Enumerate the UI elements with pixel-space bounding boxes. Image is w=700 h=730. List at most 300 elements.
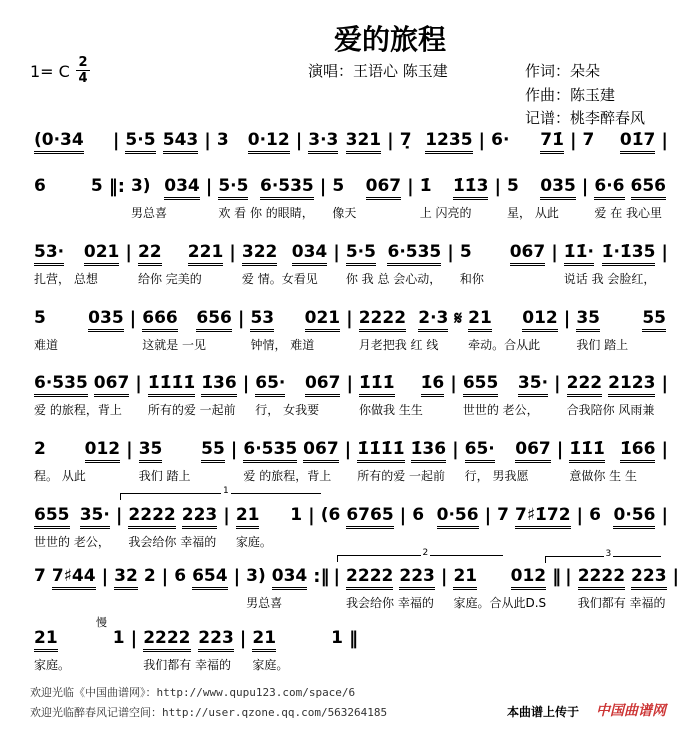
tempo-mark: 慢 bbox=[96, 616, 107, 629]
measure bbox=[242, 566, 311, 610]
measure bbox=[574, 566, 671, 610]
measure bbox=[461, 439, 555, 483]
measure bbox=[138, 308, 236, 352]
barline: | bbox=[237, 308, 245, 329]
measure bbox=[560, 242, 660, 286]
lyric: 欢 看 你 的眼睛， bbox=[218, 206, 314, 220]
measure-notes bbox=[357, 439, 446, 463]
lyricist: 作词：朵朵 bbox=[525, 62, 601, 80]
measure bbox=[456, 242, 549, 286]
note-group: 3) bbox=[246, 566, 266, 586]
barline: | bbox=[101, 566, 109, 587]
note-group: 2 bbox=[143, 566, 156, 586]
barline: | bbox=[569, 130, 577, 151]
note-group: 2222 bbox=[578, 566, 625, 590]
measure-notes bbox=[594, 176, 666, 200]
measure-notes bbox=[569, 439, 655, 463]
note-group: 2222 bbox=[143, 628, 190, 652]
lyric bbox=[583, 158, 656, 174]
note-group: 35· bbox=[518, 373, 548, 397]
barline: | bbox=[135, 373, 142, 394]
note-group: 1̇1̇· bbox=[564, 242, 594, 266]
lyric bbox=[400, 158, 473, 174]
note-group: 21 bbox=[468, 308, 492, 332]
song-title: 爱的旅程 bbox=[333, 23, 446, 56]
measure bbox=[214, 176, 317, 220]
measure-notes bbox=[128, 505, 217, 529]
note-group: 55 bbox=[201, 439, 225, 463]
measure-notes bbox=[139, 439, 225, 463]
measure-notes bbox=[34, 439, 120, 463]
measure-notes bbox=[321, 505, 394, 529]
note-group: 65· bbox=[255, 373, 285, 397]
volta-3-label: 3 bbox=[605, 549, 612, 559]
note-group: 5 bbox=[90, 176, 103, 196]
note-group: 012 bbox=[85, 439, 121, 463]
time-sig-bottom: 4 bbox=[78, 71, 88, 86]
note-group: 321 bbox=[346, 130, 382, 154]
measure-notes bbox=[114, 566, 156, 590]
note-group: 067 bbox=[515, 439, 551, 463]
measure-notes bbox=[497, 505, 570, 529]
volta-1 bbox=[120, 486, 321, 500]
barline: | bbox=[242, 373, 250, 394]
measure bbox=[30, 505, 114, 549]
note-group: 6 bbox=[174, 566, 187, 586]
note-group: 1̇1̇1̇ bbox=[359, 373, 395, 397]
volta-1-label: 1 bbox=[223, 486, 229, 496]
barline: | bbox=[308, 505, 315, 526]
note-group: 7♯44 bbox=[52, 566, 96, 590]
barline: | bbox=[346, 308, 353, 329]
note-group: 1 bbox=[331, 628, 343, 648]
note-group: 021 bbox=[84, 242, 120, 266]
note-group: 6 bbox=[589, 505, 601, 525]
lyric: 像天 bbox=[332, 206, 357, 220]
lyric: 爱 的旅程，背上 bbox=[34, 403, 122, 417]
barline: | bbox=[661, 373, 669, 394]
barline: | bbox=[447, 242, 454, 263]
measure-notes bbox=[34, 373, 129, 397]
lyric bbox=[114, 594, 156, 610]
lyric: 钟情， 难道 bbox=[250, 338, 315, 352]
measure-notes bbox=[308, 130, 381, 154]
note-group: 71̇ bbox=[540, 130, 564, 154]
score-line bbox=[30, 130, 670, 174]
barline: | bbox=[672, 566, 680, 587]
measure-notes bbox=[583, 130, 656, 154]
lyric: 家庭。 bbox=[235, 535, 272, 549]
barline: | bbox=[576, 505, 584, 526]
measure-notes bbox=[138, 242, 223, 266]
barline: | bbox=[333, 242, 340, 263]
note-group: 21 bbox=[236, 505, 260, 529]
note-group: 6·535 bbox=[243, 439, 297, 463]
note-group: 223 bbox=[631, 566, 667, 590]
note-group: 01̇7 bbox=[620, 130, 656, 154]
measure bbox=[328, 176, 405, 220]
measure-notes bbox=[174, 566, 227, 590]
lyric: 我们 踏上 bbox=[138, 469, 191, 483]
note-group: 21 bbox=[453, 566, 477, 590]
measure-notes bbox=[412, 505, 478, 529]
lyric: 所有的爱 一起前 bbox=[147, 403, 236, 417]
measure bbox=[30, 130, 111, 174]
note-group: 655 bbox=[34, 505, 70, 529]
lyric: 家庭。合从此D.S bbox=[453, 596, 547, 610]
note-group: 656 bbox=[196, 308, 232, 332]
measure bbox=[416, 176, 493, 220]
note-group: 067 bbox=[366, 176, 402, 200]
note-group: 035 bbox=[88, 308, 124, 332]
score-line bbox=[30, 176, 670, 220]
note-group: 221 bbox=[188, 242, 224, 266]
measure bbox=[238, 242, 331, 286]
measure bbox=[170, 566, 231, 610]
note-group: 322 bbox=[242, 242, 278, 266]
measure-notes bbox=[589, 505, 655, 529]
singers: 演唱：王语心 陈玉建 bbox=[308, 62, 448, 80]
time-signature bbox=[76, 56, 90, 85]
score-line bbox=[30, 566, 680, 610]
note-group: 2222 bbox=[128, 505, 175, 529]
transcriber: 记谱：桃李醉春风 bbox=[525, 109, 646, 127]
note-group: 012 bbox=[511, 566, 547, 590]
lyric: 所有的爱 一起前 bbox=[357, 469, 446, 483]
measure bbox=[110, 566, 160, 610]
measure-notes bbox=[34, 130, 107, 154]
lyric bbox=[217, 158, 290, 174]
measure-notes bbox=[468, 308, 558, 332]
lyric: 爱 在 我心里 bbox=[594, 206, 663, 220]
barline: | bbox=[387, 130, 394, 151]
measure bbox=[503, 176, 580, 220]
barline: | bbox=[112, 130, 120, 151]
lyric: 合我陪你 风雨兼 bbox=[566, 403, 655, 417]
lyric bbox=[321, 533, 394, 549]
barline: | bbox=[565, 566, 572, 587]
measure bbox=[563, 373, 660, 417]
measure-notes bbox=[34, 308, 124, 332]
note-group: 6 bbox=[412, 505, 425, 525]
measure-notes bbox=[217, 130, 290, 154]
barline: ‖: bbox=[108, 176, 125, 197]
note-group: 2222 bbox=[346, 566, 393, 590]
measure-notes bbox=[34, 566, 96, 590]
measure bbox=[134, 242, 227, 286]
barline: | bbox=[346, 373, 354, 394]
lyric: 星， 从此 bbox=[507, 206, 559, 220]
note-group: 1̇1̇1̇1̇ bbox=[148, 373, 195, 397]
barline: | bbox=[223, 505, 230, 526]
note-group: 0·56 bbox=[613, 505, 655, 529]
lyric: 我们 踏上 bbox=[576, 338, 629, 352]
measure bbox=[304, 130, 385, 174]
note-group: 6·6 bbox=[594, 176, 624, 200]
note-group: 7 bbox=[34, 566, 46, 586]
barline: | bbox=[126, 439, 133, 460]
barline: | bbox=[484, 505, 492, 526]
note-group: 034 bbox=[292, 242, 328, 266]
footer-line-2: 欢迎光临醉春风记谱空间：http://user.qzone.qq.com/563264185 bbox=[30, 706, 388, 719]
measure-notes bbox=[400, 130, 473, 154]
measure-notes bbox=[332, 176, 401, 200]
barline: | bbox=[407, 176, 414, 197]
note-group: 5·5 bbox=[125, 130, 155, 154]
measure bbox=[317, 505, 398, 549]
measure bbox=[487, 130, 568, 174]
measure bbox=[251, 373, 344, 417]
measure bbox=[590, 176, 670, 220]
lyric: 男总喜 bbox=[246, 596, 283, 610]
note-group: 5·5 bbox=[218, 176, 248, 200]
lyric bbox=[497, 533, 570, 549]
note-group: (0·34 bbox=[34, 130, 84, 154]
note-group: 543 bbox=[163, 130, 199, 154]
lyric: 男总喜 bbox=[130, 206, 167, 220]
measure bbox=[30, 373, 133, 417]
note-group: 666 bbox=[142, 308, 178, 332]
note-group: 6· bbox=[491, 130, 510, 150]
note-group: 1̇ bbox=[419, 176, 432, 196]
measure-notes bbox=[125, 130, 198, 154]
note-group: 35 bbox=[576, 308, 600, 332]
measure-notes bbox=[34, 176, 103, 200]
note-group: 223 bbox=[399, 566, 435, 590]
lyric bbox=[308, 158, 381, 174]
measure bbox=[342, 566, 439, 610]
lyric: 难道 bbox=[34, 338, 59, 352]
measure bbox=[493, 505, 574, 549]
note-group: 6·535 bbox=[260, 176, 314, 200]
note-group: 7 bbox=[497, 505, 509, 525]
note-group: 3) bbox=[130, 176, 151, 196]
barline: | bbox=[229, 242, 236, 263]
measure-notes bbox=[131, 176, 200, 200]
lyric: 爱 的旅程，背上 bbox=[243, 469, 332, 483]
measure-notes bbox=[243, 439, 338, 463]
barline: | bbox=[115, 505, 123, 526]
note-group: 1 bbox=[290, 505, 303, 525]
measure-notes bbox=[142, 308, 232, 332]
measure bbox=[464, 308, 562, 352]
barline: :‖ bbox=[313, 566, 330, 587]
measure bbox=[248, 628, 347, 672]
lyric: 我们都有 幸福的 bbox=[577, 596, 666, 610]
barline: | bbox=[661, 130, 668, 151]
measure bbox=[449, 566, 550, 610]
key-signature: 1= C bbox=[30, 62, 70, 81]
note-group: 067 bbox=[510, 242, 546, 266]
barline: | bbox=[581, 176, 589, 197]
note-group: 1̇1̇1̇ bbox=[569, 439, 605, 463]
volta-2 bbox=[337, 548, 503, 562]
measure-notes bbox=[242, 242, 327, 266]
measure bbox=[30, 308, 128, 352]
barline: | bbox=[333, 566, 341, 587]
lyric bbox=[491, 158, 564, 174]
time-sig-top: 2 bbox=[78, 55, 88, 70]
barline: | bbox=[205, 176, 213, 197]
measure-notes bbox=[564, 242, 656, 266]
note-group: 55 bbox=[642, 308, 666, 332]
measure-notes bbox=[250, 308, 340, 332]
note-group: 53· bbox=[34, 242, 64, 266]
barline: | bbox=[494, 176, 502, 197]
note-group: 3 bbox=[216, 130, 229, 150]
measure bbox=[30, 566, 100, 610]
barline: | bbox=[295, 130, 303, 151]
lyric: 和你 bbox=[459, 272, 484, 286]
barline: | bbox=[556, 439, 564, 460]
measure-notes bbox=[34, 242, 119, 266]
barline: | bbox=[125, 242, 132, 263]
note-group: 656 bbox=[631, 176, 667, 200]
score-line bbox=[30, 242, 670, 286]
note-group: 0·12 bbox=[248, 130, 290, 154]
measure bbox=[572, 308, 670, 352]
note-group: 3·3 bbox=[308, 130, 338, 154]
score-line bbox=[30, 373, 670, 417]
measure bbox=[246, 308, 344, 352]
barline: | bbox=[399, 505, 407, 526]
note-group: 654 bbox=[192, 566, 228, 590]
note-group: 021 bbox=[305, 308, 341, 332]
measure bbox=[355, 308, 453, 352]
measure bbox=[127, 176, 204, 220]
measure-notes bbox=[463, 373, 548, 397]
measure-notes bbox=[246, 566, 307, 590]
note-group: 6·535 bbox=[387, 242, 441, 266]
note-group: 21 bbox=[34, 628, 58, 652]
lyric: 这就是 一见 bbox=[142, 338, 207, 352]
measure bbox=[396, 130, 477, 174]
measure-notes bbox=[34, 628, 125, 652]
note-group: 7̣ bbox=[399, 130, 412, 150]
measure bbox=[30, 176, 107, 220]
note-group: (6 bbox=[320, 505, 341, 525]
note-group: 2123 bbox=[608, 373, 655, 397]
barline: | bbox=[478, 130, 486, 151]
barline: | bbox=[130, 628, 138, 649]
barline: | bbox=[161, 566, 169, 587]
site-logo: 中国曲谱网 bbox=[596, 703, 666, 719]
barline: | bbox=[239, 628, 247, 649]
barline: | bbox=[230, 439, 238, 460]
lyric: 我会给你 幸福的 bbox=[346, 596, 434, 610]
measure bbox=[459, 373, 552, 417]
measure bbox=[121, 130, 202, 174]
measure-notes bbox=[576, 308, 666, 332]
note-group: 5 bbox=[332, 176, 345, 196]
lyric bbox=[34, 594, 96, 610]
barline: | bbox=[440, 566, 448, 587]
barline: | bbox=[661, 505, 669, 526]
lyric: 行， 女我要 bbox=[255, 403, 320, 417]
measure-notes bbox=[578, 566, 667, 590]
measure-notes bbox=[359, 373, 444, 397]
measure bbox=[135, 439, 229, 483]
measure bbox=[408, 505, 482, 549]
barline: | bbox=[452, 439, 459, 460]
note-group: 5 bbox=[34, 308, 46, 328]
volta-3 bbox=[545, 549, 661, 563]
note-group: 7♯1̇72 bbox=[515, 505, 571, 529]
barline: | bbox=[554, 373, 561, 394]
note-group: 1̇1̇3 bbox=[453, 176, 489, 200]
note-group: 035 bbox=[540, 176, 576, 200]
composer: 作曲：陈玉建 bbox=[525, 86, 616, 104]
lyric: 月老把我 红 线 bbox=[358, 338, 439, 352]
measure bbox=[30, 439, 124, 483]
lyric: 爱 情。女看见 bbox=[241, 272, 318, 286]
lyric bbox=[412, 533, 478, 549]
note-group: 35 bbox=[139, 439, 163, 463]
measure bbox=[124, 505, 221, 549]
score-line bbox=[30, 308, 670, 352]
lyric bbox=[34, 158, 107, 174]
lyric: 牵动。合从此 bbox=[468, 338, 541, 352]
note-group: 1̇36 bbox=[201, 373, 237, 397]
note-group: 6765 bbox=[346, 505, 393, 529]
measure-notes bbox=[236, 505, 302, 529]
volta-2-label: 2 bbox=[422, 548, 429, 558]
barline: | bbox=[661, 439, 669, 460]
measure-notes bbox=[359, 308, 449, 332]
measure-notes bbox=[252, 628, 343, 652]
barline: | bbox=[319, 176, 327, 197]
barline: | bbox=[233, 566, 241, 587]
measure bbox=[353, 439, 450, 483]
note-group: 35· bbox=[80, 505, 110, 529]
measure bbox=[355, 373, 448, 417]
upload-note: 本曲谱上传于 bbox=[507, 705, 580, 719]
lyric bbox=[174, 594, 227, 610]
note-group: 222 bbox=[567, 373, 603, 397]
note-group: 1̇36 bbox=[411, 439, 447, 463]
note-group: 2 bbox=[34, 439, 46, 459]
measure bbox=[139, 628, 238, 672]
lyric: 你做我 生生 bbox=[359, 403, 423, 417]
barline: | bbox=[551, 242, 558, 263]
measure bbox=[585, 505, 659, 549]
note-group: 0·56 bbox=[437, 505, 479, 529]
barline: | bbox=[344, 439, 352, 460]
barline: | bbox=[450, 373, 457, 394]
measure bbox=[144, 373, 241, 417]
measure bbox=[232, 505, 306, 549]
barline: | bbox=[204, 130, 211, 151]
note-group: 2·3 bbox=[418, 308, 448, 332]
lyric bbox=[125, 158, 198, 174]
measure-notes bbox=[460, 242, 545, 266]
note-group: 223 bbox=[198, 628, 234, 652]
measure bbox=[30, 628, 129, 672]
note-group: 1̇1̇1̇1̇ bbox=[357, 439, 404, 463]
barline: | bbox=[661, 242, 668, 263]
note-group: 65· bbox=[465, 439, 495, 463]
note-group: 5·5 bbox=[346, 242, 376, 266]
note-group: 067 bbox=[94, 373, 130, 397]
lyric: 我们都有 幸福的 bbox=[143, 658, 232, 672]
measure-notes bbox=[34, 505, 110, 529]
lyric: 家庭。 bbox=[34, 658, 71, 672]
lyric: 行， 男我愿 bbox=[464, 469, 529, 483]
lyric: 程。 从此 bbox=[34, 469, 86, 483]
measure-notes bbox=[507, 176, 576, 200]
note-group: 655 bbox=[463, 373, 499, 397]
barline: | bbox=[563, 308, 571, 329]
